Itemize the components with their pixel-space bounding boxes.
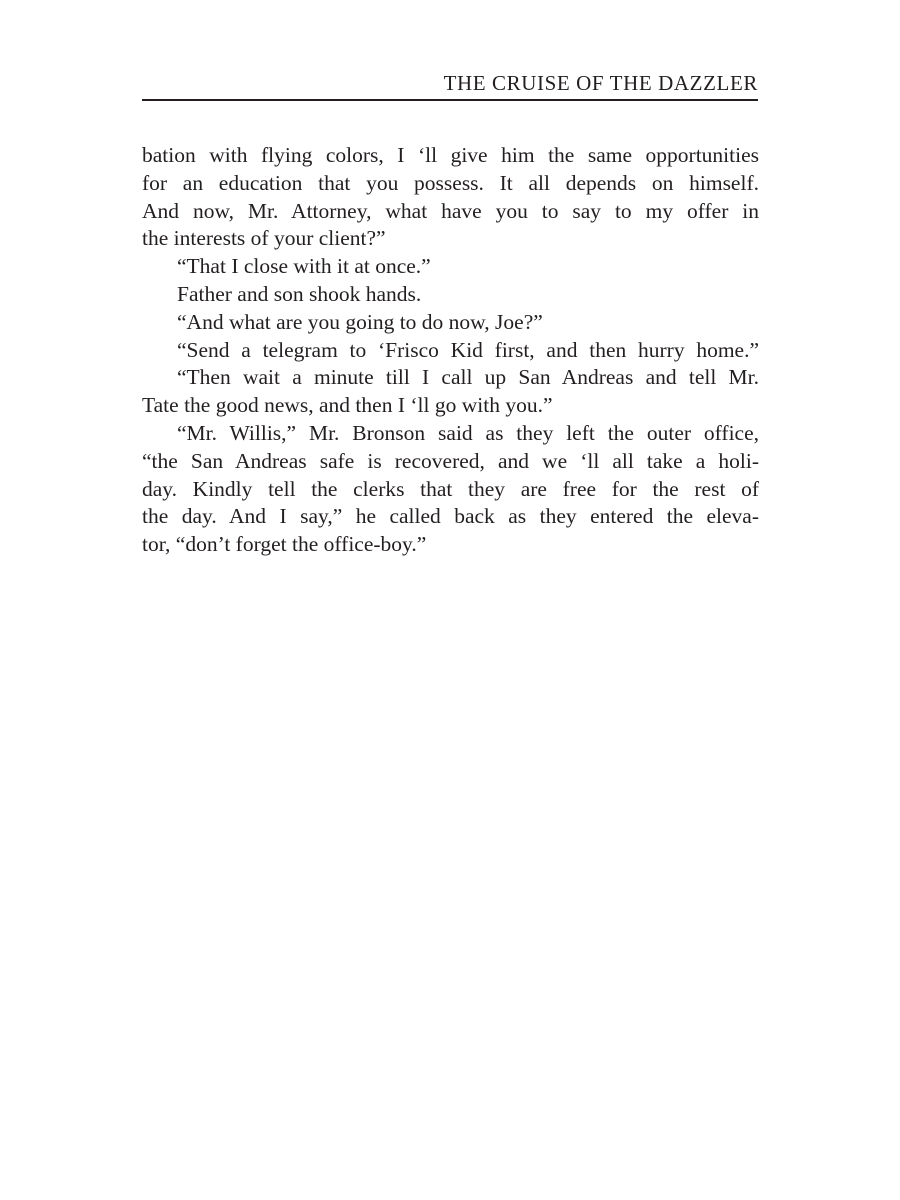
text-line: And now, Mr. Attorney, what have you to say to my offer in: [142, 198, 759, 223]
text-line: for an education that you possess. It all depends on himself.: [142, 170, 759, 195]
running-head: THE CRUISE OF THE DAZZLER: [443, 71, 758, 95]
text-line: tor, “don’t forget the office-boy.”: [142, 532, 427, 557]
text-line: day. Kindly tell the clerks that they are free for the rest of: [142, 476, 759, 501]
text-line: “That I close with it at once.”: [177, 254, 431, 279]
text-line: “And what are you going to do now, Joe?”: [177, 309, 543, 334]
text-line: bation with flying colors, I ‘ll give him the same opportunities: [142, 143, 759, 167]
text-line: the interests of your client?”: [142, 226, 386, 251]
text-line: “Then wait a minute till I call up San Andreas and tell Mr.: [177, 365, 759, 390]
body-text: [142, 142, 759, 559]
text-line: “the San Andreas safe is recovered, and we ‘ll all take a holi-: [142, 448, 759, 473]
running-head-rule: [142, 99, 758, 101]
text-line: “Mr. Willis,” Mr. Bronson said as they left the outer office,: [177, 420, 759, 445]
text-line: Father and son shook hands.: [177, 281, 422, 306]
text-line: “Send a telegram to ‘Frisco Kid first, and then hurry home.”: [177, 337, 759, 362]
text-line: Tate the good news, and then I ‘ll go with you.”: [142, 393, 553, 418]
text-line: the day. And I say,” he called back as they entered the eleva-: [142, 504, 759, 529]
